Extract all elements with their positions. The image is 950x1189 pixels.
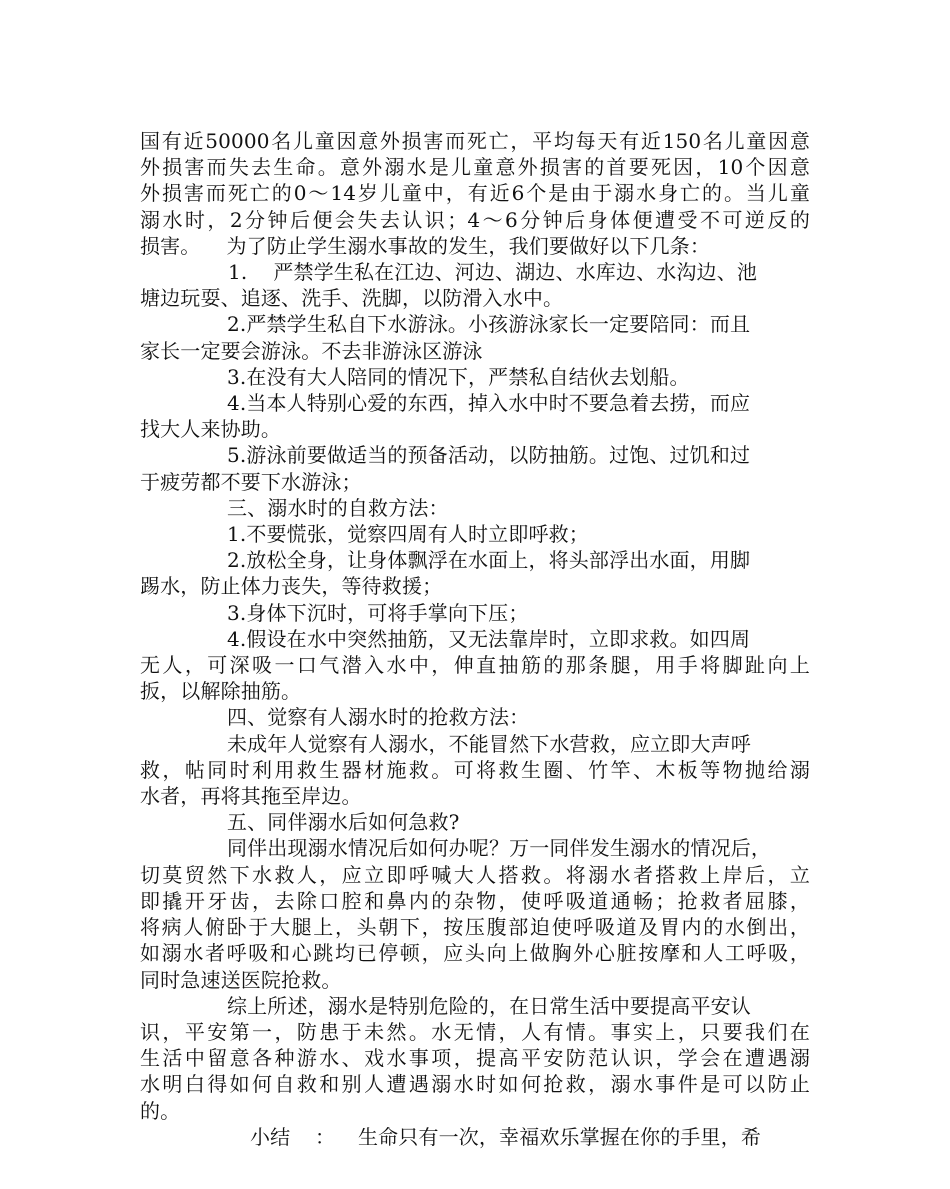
list-item-4: 4.假设在水中突然抽筋，又无法靠岸时，立即求救。如四周	[227, 626, 751, 651]
section-heading-4: 四、觉察有人溺水时的抢救方法：	[227, 705, 530, 730]
text-line: 生活中留意各种游水、戏水事项，提高平安防范认识，学会在遭遇溺	[140, 1046, 810, 1071]
summary-line	[140, 1124, 810, 1150]
text-line: 的。	[140, 1098, 181, 1123]
document-body	[140, 128, 810, 1150]
text-line: 于疲劳都不要下水游泳；	[140, 469, 362, 494]
summary-separator: ：	[315, 1124, 336, 1149]
text-line: 同时急速送医院抢救。	[140, 967, 342, 992]
text-line: 外损害而失去生命。意外溺水是儿童意外损害的首要死因，10个因意	[140, 155, 810, 180]
text-line: 识，平安第一，防患于未然。水无情，人有情。事实上，只要我们在	[140, 1019, 810, 1044]
list-item-2: 2.严禁学生私自下水游泳。小孩游泳家长一定要陪同：而且	[227, 312, 751, 337]
text-line: 救，帖同时利用救生器材施救。可将救生圈、竹竿、木板等物抛给溺	[140, 757, 810, 782]
paragraph-start: 未成年人觉察有人溺水，不能冒然下水营救，应立即大声呼	[227, 731, 751, 756]
list-item-2: 2.放松全身，让身体飘浮在水面上，将头部浮出水面，用脚	[227, 548, 751, 573]
text-line: 水者，再将其拖至岸边。	[140, 784, 362, 809]
text-line: 家长一定要会游泳。不去非游泳区游泳	[140, 338, 483, 363]
text-line: 外损害而死亡的0～14岁儿童中，有近6个是由于溺水身亡的。当儿童	[140, 181, 810, 206]
list-item-1: 1.不要慌张，觉察四周有人时立即呼救；	[227, 522, 589, 547]
text-line: 即撬开牙齿，去除口腔和鼻内的杂物，使呼吸道通畅；抢救者屈膝，	[140, 888, 810, 913]
text-line: 塘边玩耍、追逐、洗手、洗脚，以防滑入水中。	[140, 286, 564, 311]
text-line: 国有近50000名儿童因意外损害而死亡，平均每天有近150名儿童因意	[140, 129, 810, 153]
paragraph-start: 同伴出现溺水情况后如何办呢？万一同伴发生溺水的情况后，	[227, 836, 772, 861]
summary-label: 小结	[250, 1124, 291, 1149]
text-line: 踢水，防止体力丧失，等待救援；	[140, 574, 443, 599]
list-item-1: 1. 严禁学生私在江边、河边、湖边、水库边、水沟边、池	[228, 260, 758, 285]
text-line: 将病人俯卧于大腿上，头朝下，按压腹部迫使呼吸道及胃内的水倒出，	[140, 915, 810, 940]
section-heading-3: 三、溺水时的自救方法：	[227, 495, 449, 520]
list-item-3: 3.身体下沉时，可将手掌向下压；	[227, 600, 529, 625]
text-line: 扳，以解除抽筋。	[140, 679, 302, 704]
summary-text: 生命只有一次，幸福欢乐掌握在你的手里，希	[358, 1124, 761, 1149]
list-item-3: 3.在没有大人陪同的情况下，严禁私自结伙去划船。	[227, 364, 690, 389]
section-heading-5: 五、同伴溺水后如何急救?	[227, 810, 460, 835]
text-line: 损害。 为了防止学生溺水事故的发生，我们要做好以下几条：	[140, 233, 711, 258]
list-item-5: 5.游泳前要做适当的预备活动，以防抽筋。过饱、过饥和过	[227, 443, 751, 468]
paragraph-start: 综上所述，溺水是特别危险的，在日常生活中要提高平安认	[227, 993, 751, 1018]
text-line: 如溺水者呼吸和心跳均已停顿，应头向上做胸外心脏按摩和人工呼吸，	[140, 941, 810, 966]
list-item-4: 4.当本人特别心爱的东西，掉入水中时不要急着去捞，而应	[227, 391, 751, 416]
text-line: 切莫贸然下水救人，应立即呼喊大人搭救。将溺水者搭救上岸后，立	[140, 862, 810, 887]
text-line: 无人，可深吸一口气潜入水中，伸直抽筋的那条腿，用手将脚趾向上	[140, 653, 810, 678]
text-line: 找大人来协助。	[140, 417, 282, 442]
text-line: 溺水时，2分钟后便会失去认识；4～6分钟后身体便遭受不可逆反的	[140, 207, 810, 232]
text-line: 水明白得如何自救和别人遭遇溺水时如何抢救，溺水事件是可以防止	[140, 1072, 810, 1097]
